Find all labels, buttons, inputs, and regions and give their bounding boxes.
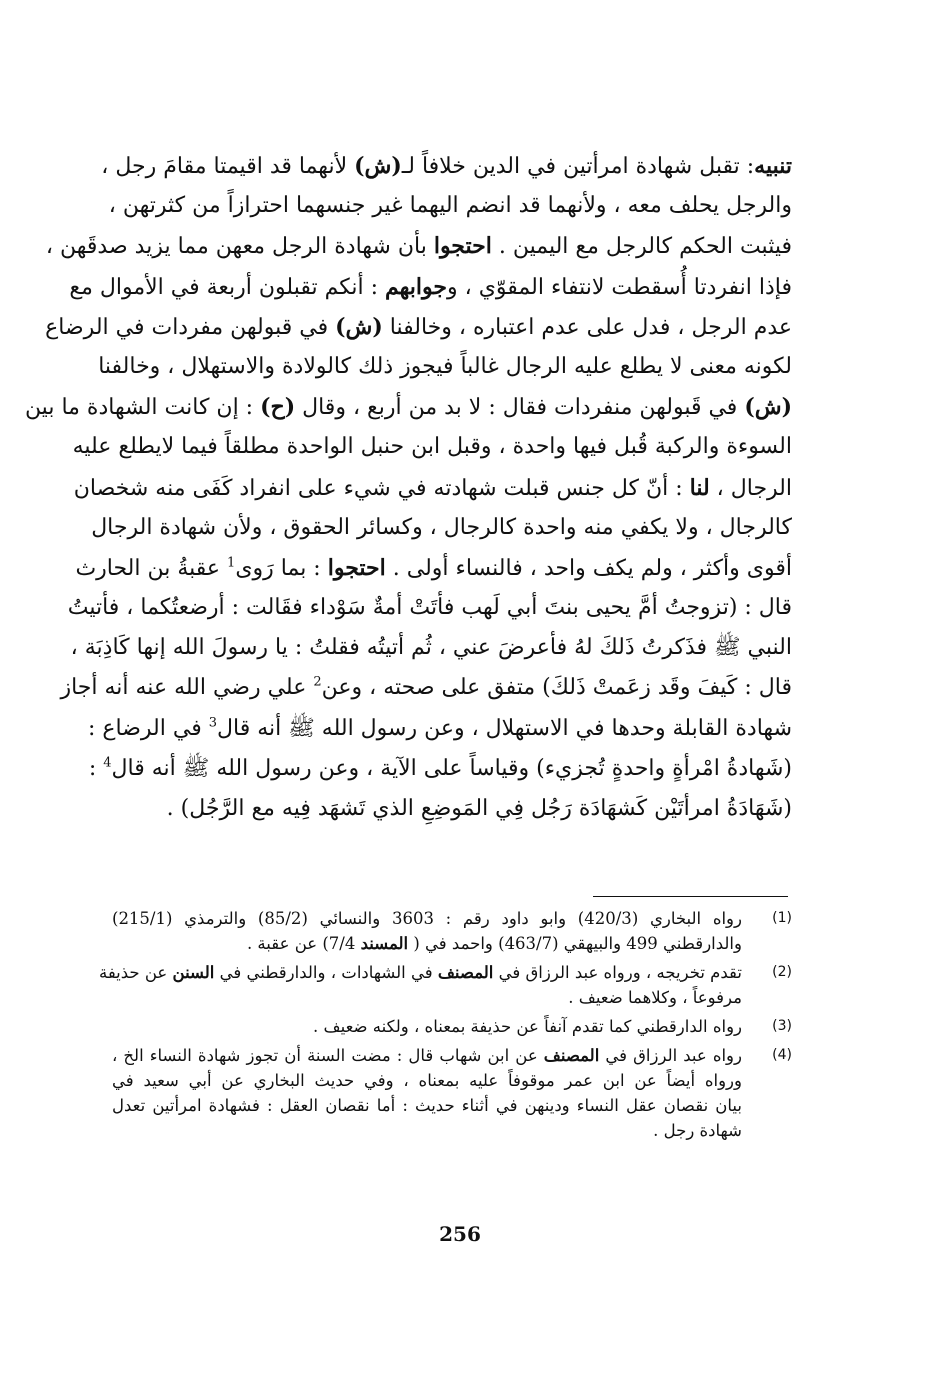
text-line	[88, 749, 792, 789]
text-line	[67, 588, 792, 628]
text-line	[70, 628, 792, 668]
footnote-reference: 4	[103, 755, 112, 771]
footnote-number: (1)	[772, 910, 792, 926]
text-segment: قال : كَيفَ وقَد زعَمتْ ذَلكَ) متفق على صحته ، وعن	[321, 675, 792, 701]
text-segment: في الشهادات ، والدارقطني في	[214, 963, 438, 982]
text-line	[60, 668, 792, 708]
text-segment: كالرجال ، ولا يكفي منه واحدة كالرجال ، وكسائر الحقوق ، ولأن شهادة الرجال	[91, 514, 792, 540]
footnote-line	[112, 1093, 742, 1118]
footnote-number: (4)	[772, 1047, 792, 1063]
text-segment: : تقبل شهادة امرأتين في الدين خلافاً لـ	[401, 154, 755, 179]
text-segment: لكونه معنى لا يطلع عليه الرجال غالباً فيجوز ذلك كالولادة والاستهلال ، وخالفنا	[98, 353, 792, 379]
bold-term: تنبيه	[754, 153, 792, 179]
text-segment: شهادة رجل .	[653, 1121, 742, 1140]
text-line	[98, 347, 792, 387]
text-segment: : أنّ كل جنس قبلت شهادته في شيء على انفراد كَفَى منه شخصان	[73, 475, 690, 501]
text-segment: في قبولهن مفردات في الرضاع	[45, 314, 336, 340]
text-segment: 7/4) عن عقبة .	[246, 934, 361, 953]
footnote-line	[98, 960, 742, 985]
text-segment: :	[88, 755, 104, 781]
footnote-line	[112, 985, 742, 1010]
text-segment: في قَبولهن منفردات فقال : لا بد من أربع ، وقال	[295, 395, 745, 421]
footnote-number: (3)	[772, 1018, 792, 1034]
text-segment: (شَهَادَةُ امرأتَيْن كَشهَادَة رَجُل فِي المَوضِعِ الذي تَشهَد فِيه مع الرَّجُل) .	[166, 796, 792, 821]
text-segment: عن حذيفة	[98, 963, 173, 982]
text-line	[45, 307, 792, 347]
text-line	[73, 468, 792, 508]
text-segment: بيان نقصان عقل النساء ودينهن في أثناء حديث : أما نقصان العقل : فشهادة امرأتين تعدل	[112, 1096, 742, 1115]
text-segment: مرفوعاً ، وكلاهما ضعيف .	[568, 988, 742, 1007]
text-segment: : بما رَوى	[235, 555, 328, 581]
text-segment: النبي ﷺ فذَكرتُ ذَلكَ لهُ فأعرضَ عني ، ثُم أتيتُه فقلتُ : يا رسولَ الله إنها كَاذِبَة ،	[70, 635, 792, 661]
text-segment: رواه البخاري (420/3) وابو داود رقم : 3603 والنسائي (85/2) والترمذي (215/1)	[112, 909, 742, 928]
text-line	[45, 226, 792, 266]
text-line	[88, 709, 792, 749]
footnote	[112, 1043, 792, 1143]
footnotes-section	[98, 906, 792, 1143]
text-segment: تقدم تخريجه ، ورواه عبد الرزاق في	[493, 963, 742, 982]
footnote-reference: 1	[227, 555, 236, 571]
text-segment: السوءة والركبة قُبل فيها واحدة ، وقبل ابن حنبل الواحدة مطلقاً فيما لايطلع عليه	[72, 434, 792, 460]
text-line	[91, 508, 792, 548]
footnote-reference: 2	[313, 675, 322, 691]
bold-term: السنن	[172, 963, 215, 982]
bold-term: (ش)	[354, 153, 402, 179]
footnote-line	[112, 906, 742, 931]
text-segment: فإذا انفردتا أُسقطت لانتفاء المقوّي ، و	[447, 274, 792, 300]
text-segment: أقوى وأكثر ، ولم يكف واحد ، فالنساء أولى .	[385, 555, 792, 581]
text-segment: بأن شهادة الرجل معهن مما يزيد صدقَهن ،	[45, 234, 434, 260]
text-segment: قال : (تزوجتُ أمَّ يحيى بنتَ أبي لَهب فأتَتْ أمةٌ سَوْداء فقَالت : أرضعتُكما ، فأتيتُ	[67, 595, 792, 621]
text-segment: رواه عبد الرزاق في	[599, 1046, 742, 1065]
text-segment: : إن كانت الشهادة ما بين	[24, 395, 261, 421]
text-segment: شهادة القابلة وحدها في الاستهلال ، وعن رسول الله ﷺ أنه قال	[217, 715, 792, 741]
text-line	[108, 186, 792, 226]
footnote-reference: 3	[208, 715, 217, 731]
text-segment: عن ابن شهاب قال : مضت السنة أن تجوز شهادة النساء الخ ،	[112, 1046, 544, 1065]
footnote-line	[112, 1043, 742, 1068]
text-segment: (شَهادةُ امْرأةٍ واحدةٍ تُجزيء) وقياساً على الآية ، وعن رسول الله ﷺ أنه قال	[111, 755, 792, 781]
text-line	[150, 789, 792, 829]
text-segment: : أنكم تقبلون أربعة في الأموال مع	[69, 274, 386, 300]
footnote-separator	[593, 896, 788, 897]
footnote	[98, 960, 792, 1010]
text-line	[24, 387, 792, 427]
text-segment: ورواه أيضاً عن ابن عمر موقوفاً عليه بمعناه ، وفي حديث البخاري عن أبي سعيد في	[112, 1071, 742, 1090]
bold-term: لنا	[689, 474, 710, 501]
main-body-text	[24, 146, 792, 829]
text-segment: والرجل يحلف معه ، ولأنهما قد انضم اليهما غير جنسهما احترازاً من كثرتهن ،	[108, 193, 792, 219]
footnote-line	[112, 1014, 742, 1039]
bold-term: جوابهم	[385, 273, 447, 300]
text-line	[72, 427, 792, 467]
text-segment: فيثبت الحكم كالرجل مع اليمين .	[491, 234, 792, 260]
text-segment: لأنهما قد اقيمتا مقامَ رجل ،	[101, 154, 355, 179]
footnote-number: (2)	[772, 964, 792, 980]
footnote-line	[112, 1118, 742, 1143]
text-segment: في الرضاع :	[88, 715, 209, 741]
text-line	[69, 267, 792, 307]
bold-term: احتجوا	[433, 233, 492, 260]
text-segment: رواه الدارقطني كما تقدم آنفاً عن حذيفة بمعناه ، ولكنه ضعيف .	[313, 1017, 742, 1036]
bold-term: المصنف	[437, 963, 494, 982]
footnote-line	[112, 1068, 742, 1093]
bold-term: احتجوا	[327, 554, 386, 581]
footnote	[112, 906, 792, 956]
bold-term: (ش)	[335, 313, 383, 340]
footnote-line	[112, 931, 742, 956]
text-segment: والدارقطني 499 والبيهقي (463/7) واحمد في (	[408, 934, 742, 953]
text-segment: عدم الرجل ، فدل على عدم اعتباره ، وخالفنا	[382, 314, 792, 340]
footnote	[112, 1014, 792, 1039]
text-segment: علي رضي الله عنه أنه أجاز	[60, 675, 314, 701]
text-line	[101, 146, 792, 186]
text-segment: الرجال ،	[709, 475, 792, 501]
bold-term: (ح)	[260, 394, 296, 421]
bold-term: المصنف	[543, 1046, 600, 1065]
bold-term: (ش)	[744, 394, 792, 421]
text-line	[75, 548, 792, 588]
bold-term: المسند	[360, 934, 409, 953]
text-segment: عقبةُ بن الحارث	[75, 555, 228, 581]
page-number: 256	[439, 1222, 481, 1246]
